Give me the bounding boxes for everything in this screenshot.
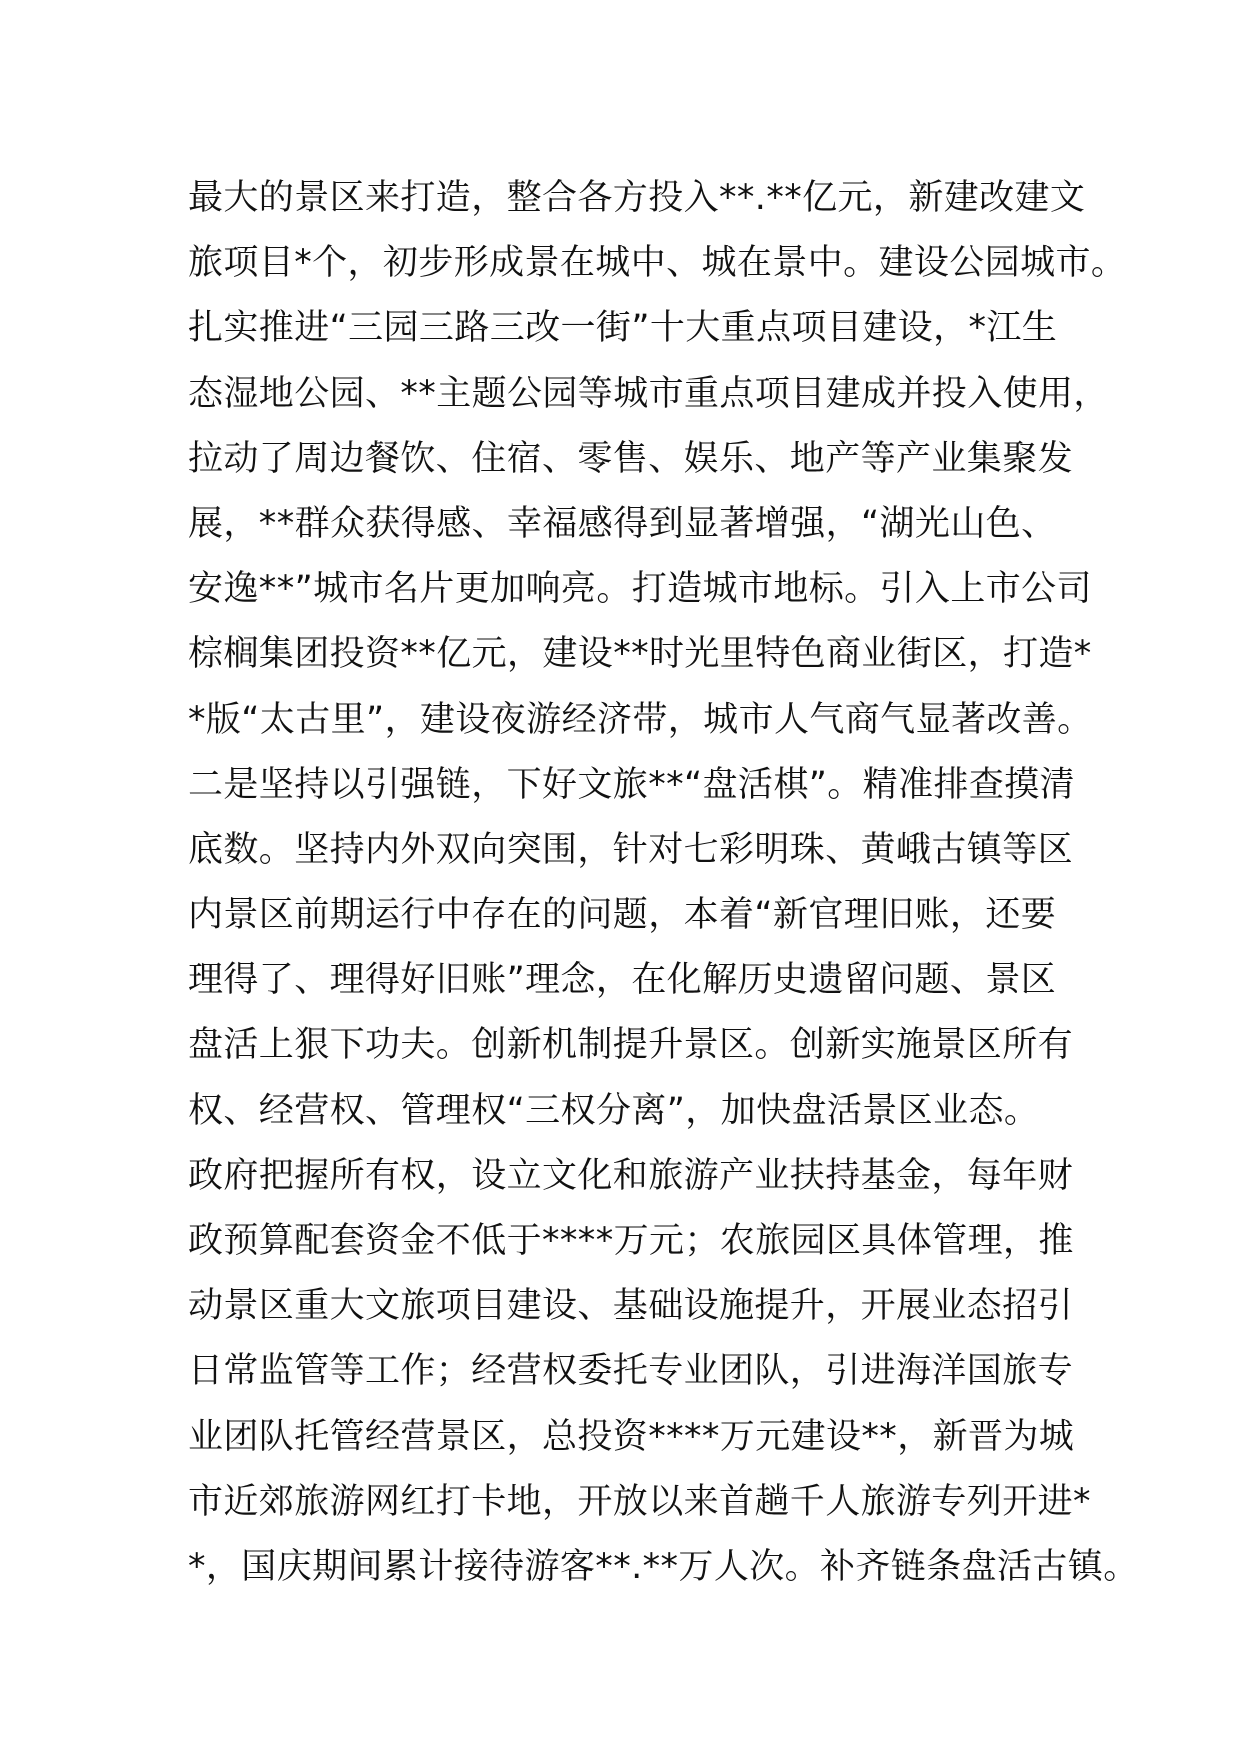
text-line: 业团队托管经营景区，总投资****万元建设**，新晋为城	[188, 1416, 1075, 1457]
text-line: *版“太古里”，建设夜游经济带，城市人气商气显著改善。	[188, 699, 1093, 740]
text-line: 日常监管等工作；经营权委托专业团队，引进海洋国旅专	[188, 1351, 1074, 1392]
text-line: 动景区重大文旅项目建设、基础设施提升，开展业态招引	[188, 1286, 1074, 1327]
text-line: 政预算配套资金不低于****万元；农旅园区具体管理，推	[188, 1221, 1074, 1261]
text-line: 理得了、理得好旧账”理念，在化解历史遗留问题、景区	[188, 960, 1057, 1001]
text-line: 扎实推进“三园三路三改一街”十大重点项目建设，*江生	[188, 308, 1058, 349]
text-line: 盘活上狠下功夫。创新机制提升景区。创新实施景区所有	[188, 1025, 1074, 1066]
text-line: 二是坚持以引强链，下好文旅**“盘活棋”。精准排查摸清	[188, 764, 1076, 805]
text-line: 棕榈集团投资**亿元，建设**时光里特色商业街区，打造*	[188, 634, 1092, 675]
text-line: 权、经营权、管理权“三权分离”，加快盘活景区业态。	[188, 1090, 1040, 1131]
text-line: 政府把握所有权，设立文化和旅游产业扶持基金，每年财	[188, 1155, 1074, 1196]
text-line: 最大的景区来打造，整合各方投入**.**亿元，新建改建文	[188, 178, 1086, 218]
body-text	[188, 166, 1139, 1600]
text-line: 内景区前期运行中存在的问题，本着“新官理旧账，还要	[188, 895, 1057, 936]
text-line: 安逸**”城市名片更加响亮。打造城市地标。引入上市公司	[188, 569, 1092, 610]
text-line: 拉动了周边餐饮、住宿、零售、娱乐、地产等产业集聚发	[188, 438, 1074, 479]
text-line: 旅项目*个，初步形成景在城中、城在景中。建设公园城市。	[188, 243, 1127, 284]
text-line: 底数。坚持内外双向突围，针对七彩明珠、黄峨古镇等区	[188, 829, 1074, 870]
text-line: 市近郊旅游网红打卡地，开放以来首趟千人旅游专列开进*	[188, 1481, 1091, 1522]
text-line: 态湿地公园、**主题公园等城市重点项目建成并投入使用，	[188, 373, 1109, 414]
text-line: *，国庆期间累计接待游客**.**万人次。补齐链条盘活古镇。	[188, 1546, 1139, 1587]
text-line: 展，**群众获得感、幸福感得到显著增强，“湖光山色、	[188, 503, 1057, 544]
